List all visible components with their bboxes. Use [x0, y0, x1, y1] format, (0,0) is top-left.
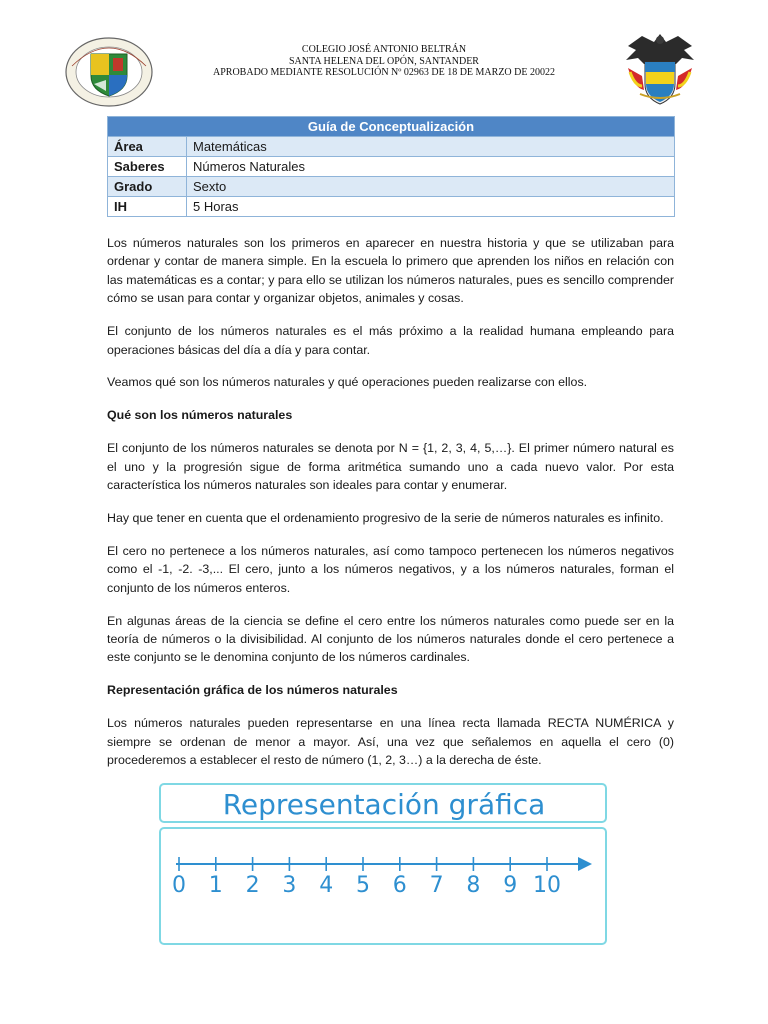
number-line-label: 7: [429, 873, 444, 898]
number-line-label: 2: [245, 873, 260, 898]
number-line-label: 10: [533, 873, 561, 898]
row-label: Grado: [108, 177, 187, 197]
guide-table-title: Guía de Conceptualización: [108, 117, 675, 137]
section-heading: Qué son los números naturales: [107, 408, 293, 423]
number-line-label: 0: [172, 873, 186, 898]
number-line-label: 3: [282, 873, 297, 898]
school-seal-logo: [64, 36, 154, 108]
number-line-label: 5: [356, 873, 370, 898]
number-line-label: 8: [466, 873, 481, 898]
paragraph: Los números naturales pueden representarse en una línea recta llamada RECTA NUMÉRICA y siempre se ordenan de menor a mayor. Así, una vez que señalemos en aquella el cero (0) procederemos a establecer el resto de número (1, 2, 3…) a la derecha de éste.: [107, 716, 674, 768]
school-location: SANTA HELENA DEL OPÓN, SANTANDER: [289, 55, 479, 67]
row-value: 5 Horas: [187, 197, 675, 217]
guide-info-table: [107, 116, 675, 217]
row-value: Sexto: [187, 177, 675, 197]
school-resolution: APROBADO MEDIANTE RESOLUCIÓN Nº 02963 DE 18 DE MARZO DE 20022: [213, 67, 555, 78]
coat-of-arms-logo: [620, 28, 700, 108]
figure-title: Representación gráfica: [222, 788, 546, 821]
number-line-label: 9: [503, 873, 518, 898]
school-name: COLEGIO JOSÉ ANTONIO BELTRÁN: [301, 44, 467, 55]
row-value: Números Naturales: [187, 157, 675, 177]
number-line-label: 1: [208, 873, 223, 898]
table-row: [108, 177, 675, 197]
paragraph: Los números naturales son los primeros en aparecer en nuestra historia y que se utilizaban para ordenar y contar de manera simple. En la escuela lo primero que aprenden los niños en relación con las matemáticas es a contar; y para ello se utilizan los números naturales, pues es sencillo comprender cómo se usan para contar y organizar objetos, animales y cosas.: [107, 236, 674, 306]
number-line-label: 4: [319, 873, 334, 898]
number-line-figure: [158, 782, 610, 948]
row-label: Saberes: [108, 157, 187, 177]
school-header: [150, 44, 618, 79]
document-body: [107, 234, 674, 784]
paragraph: Veamos qué son los números naturales y qué operaciones pueden realizarse con ellos.: [107, 375, 588, 390]
paragraph: Hay que tener en cuenta que el ordenamiento progresivo de la serie de números naturales es infinito.: [107, 510, 664, 525]
section-heading: Representación gráfica de los números naturales: [107, 683, 398, 698]
row-label: Área: [108, 137, 187, 157]
row-value: Matemáticas: [187, 137, 675, 157]
table-row: [108, 197, 675, 217]
paragraph: El cero no pertenece a los números naturales, así como tampoco pertenecen los números negativos como el -1, -2. -3,... El cero, junto a los números negativos, y a los números naturales, forman el conjunto de los números enteros.: [107, 543, 674, 595]
number-line-label: 6: [392, 873, 407, 898]
table-row: [108, 157, 675, 177]
paragraph: En algunas áreas de la ciencia se define el cero entre los números naturales como puede ser en la teoría de números o la divisibilidad. Al conjunto de los números naturales donde el cero pertenece a este conjunto se le denomina conjunto de los números cardinales.: [107, 613, 674, 665]
row-label: IH: [108, 197, 187, 217]
paragraph: El conjunto de los números naturales es el más próximo a la realidad humana empleando para operaciones básicas del día a día y para contar.: [107, 324, 674, 357]
table-row: [108, 137, 675, 157]
paragraph: El conjunto de los números naturales se denota por N = {1, 2, 3, 4, 5,…}. El primer número natural es el uno y la progresión sigue de forma aritmética sumando uno a cada nuevo valor. Por esta característica los números naturales son ideales para contar y enumerar.: [107, 441, 674, 493]
